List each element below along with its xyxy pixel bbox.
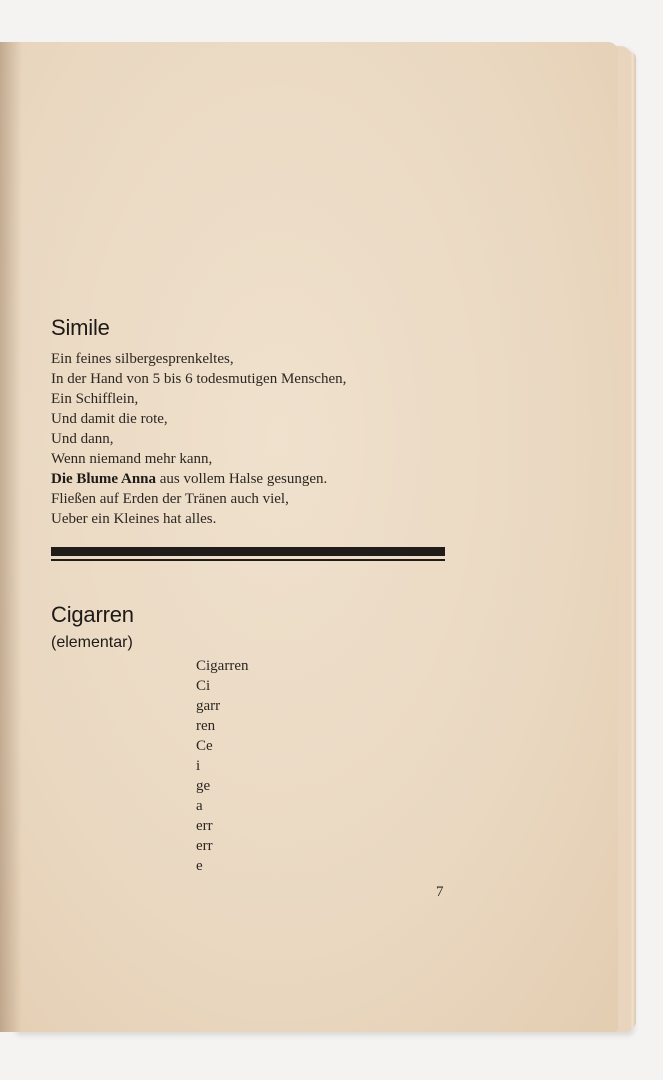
book-page [0, 42, 618, 1032]
poem-line: In der Hand von 5 bis 6 todesmutigen Menschen, [51, 371, 347, 387]
cigarren-line: e [196, 858, 203, 874]
cigarren-line: err [196, 818, 213, 834]
cigarren-subtitle: (elementar) [51, 634, 133, 651]
poem-line: Ein Schifflein, [51, 391, 139, 407]
cigarren-line: garr [196, 698, 221, 714]
cigarren-line: err [196, 838, 213, 854]
divider-thin-rule [51, 559, 445, 561]
cigarren-line: Ce [196, 738, 213, 754]
cigarren-line: Ci [196, 678, 211, 694]
poem-line-blume-anna [51, 469, 346, 489]
blume-anna-rest: aus vollem Halse gesungen. [156, 471, 328, 487]
divider-thick-rule [51, 547, 445, 556]
cigarren-poem [196, 656, 248, 876]
poem-line: Wenn niemand mehr kann, [51, 451, 213, 467]
cigarren-line: i [196, 758, 201, 774]
cigarren-line: a [196, 798, 203, 814]
simile-title: Simile [51, 315, 110, 340]
poem-line: Und damit die rote, [51, 411, 168, 427]
simile-poem [51, 349, 346, 529]
cigarren-line: ren [196, 718, 216, 734]
poem-line: Und dann, [51, 431, 114, 447]
poem-line: Fließen auf Erden der Tränen auch viel, [51, 491, 289, 507]
cigarren-line: ge [196, 778, 211, 794]
blume-anna-bold: Die Blume Anna [51, 471, 157, 487]
poem-line: Ein feines silbergesprenkeltes, [51, 351, 234, 367]
spine-shadow [0, 42, 22, 1032]
page-number: 7 [436, 884, 444, 900]
cigarren-line: Cigarren [196, 658, 249, 674]
poem-line: Ueber ein Kleines hat alles. [51, 511, 217, 527]
cigarren-title: Cigarren [51, 602, 134, 627]
section-divider [51, 547, 445, 561]
